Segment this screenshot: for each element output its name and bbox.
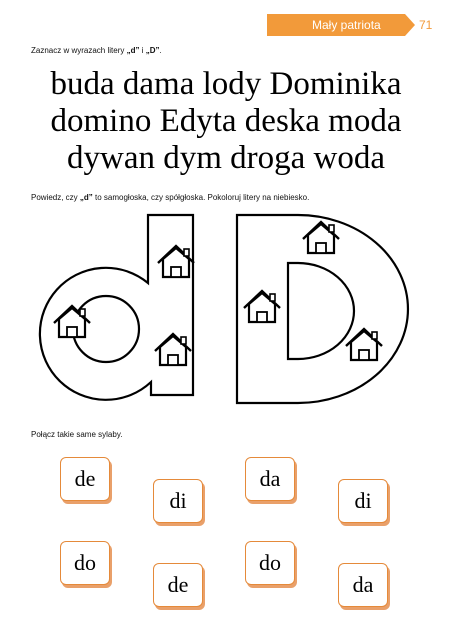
page-number: 71 bbox=[419, 18, 433, 32]
lowercase-d-outline[interactable] bbox=[40, 215, 193, 400]
syllable-card[interactable]: di bbox=[338, 479, 388, 523]
syllable-card[interactable]: de bbox=[60, 457, 110, 501]
syllable-card[interactable]: do bbox=[60, 541, 110, 585]
header-title: Mały patriota bbox=[312, 18, 381, 32]
instruction-color-letters: Powiedz, czy „d” to samogłoska, czy spółgłoska. Pokoloruj litery na niebiesko. bbox=[31, 193, 310, 202]
syllable-card[interactable]: di bbox=[153, 479, 203, 523]
word-line-1: buda dama lody Dominika bbox=[50, 66, 402, 102]
syllable-card[interactable]: do bbox=[245, 541, 295, 585]
instruction-mark-letters: Zaznacz w wyrazach litery „d” i „D”. bbox=[31, 46, 162, 55]
coloring-letters bbox=[36, 205, 411, 410]
word-line-3: dywan dym droga woda bbox=[66, 140, 385, 176]
syllable-card[interactable]: da bbox=[245, 457, 295, 501]
word-line-2: domino Edyta deska moda bbox=[50, 103, 402, 139]
syllable-card[interactable]: de bbox=[153, 563, 203, 607]
header-arrow bbox=[405, 14, 415, 36]
instruction-match-syllables: Połącz takie same sylaby. bbox=[31, 430, 123, 439]
syllable-card[interactable]: da bbox=[338, 563, 388, 607]
